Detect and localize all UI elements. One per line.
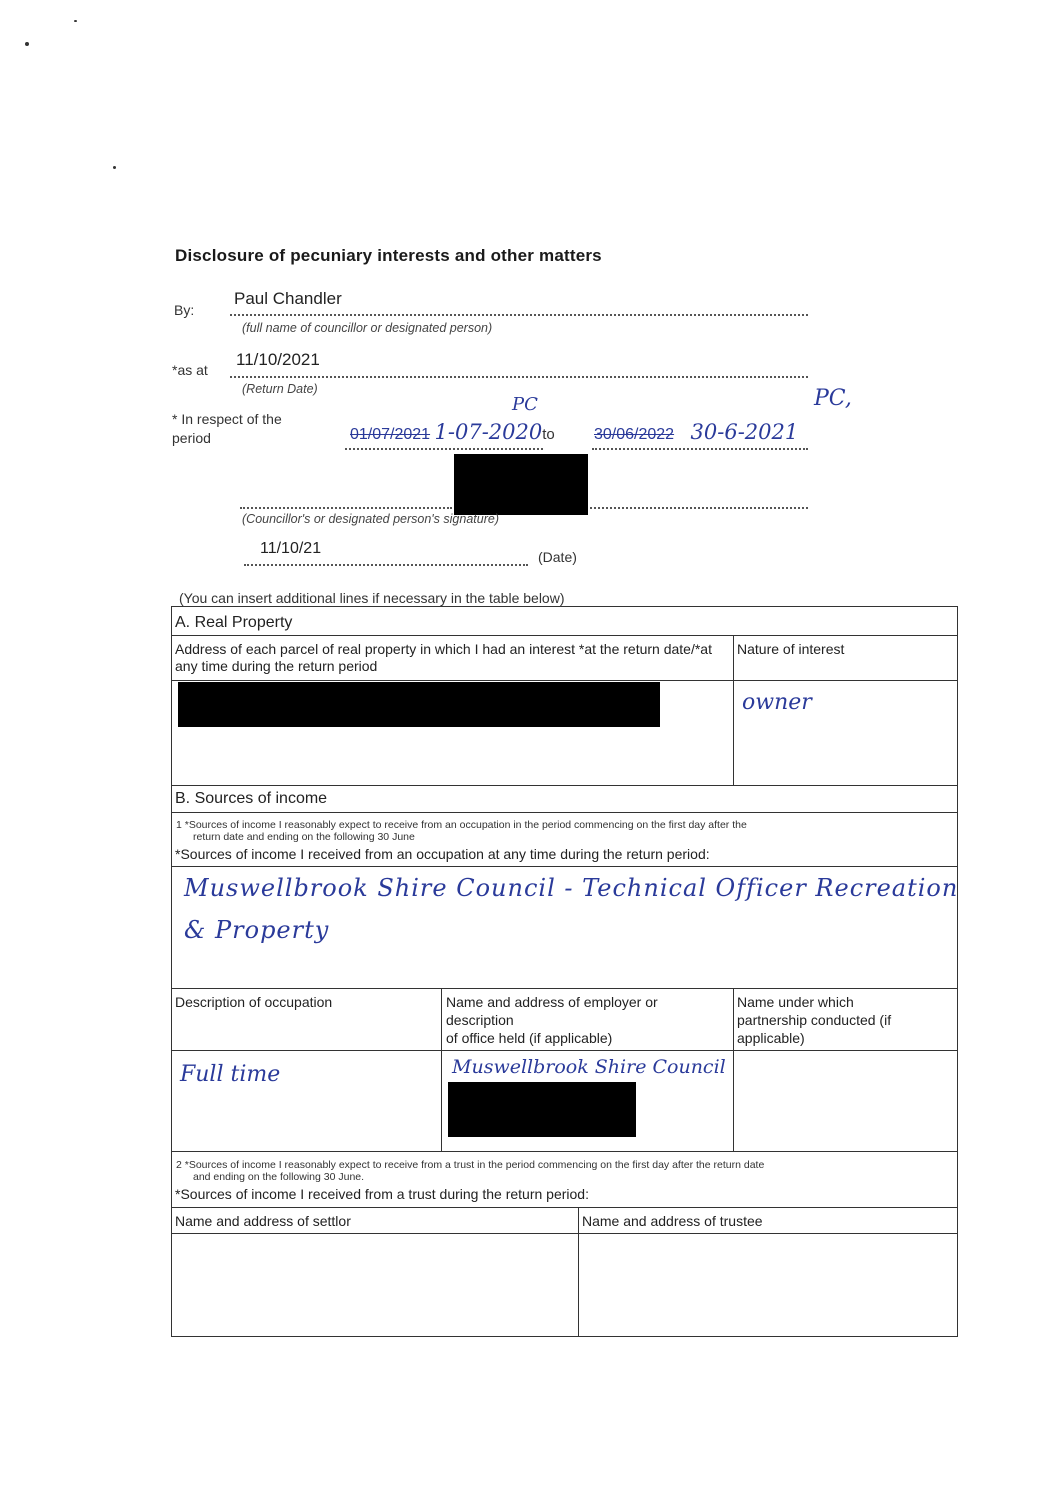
col-settlor-header: Name and address of settlor — [175, 1213, 351, 1229]
table-rule — [171, 635, 958, 636]
table-rule — [171, 1233, 958, 1234]
address-redaction — [178, 682, 660, 727]
as-at-label: *as at — [172, 362, 208, 378]
return-date-value: 11/10/2021 — [236, 350, 320, 369]
period-to-dotted-line — [592, 448, 808, 450]
name-caption: (full name of councillor or designated person) — [242, 321, 493, 335]
table-note: (You can insert additional lines if necessary in the table below) — [179, 590, 565, 606]
signature-dotted-line-right — [590, 507, 808, 509]
period-from-dotted-line — [345, 448, 543, 450]
note1-line2: return date and ending on the following 30 June — [193, 831, 415, 843]
table-rule — [171, 1050, 958, 1051]
table-rule — [171, 866, 958, 867]
signature-date-dotted-line — [244, 564, 528, 566]
note1-line1: 1 *Sources of income I reasonably expect to receive from an occupation in the period commencing on the first day after the — [176, 819, 747, 831]
table-rule — [171, 785, 958, 786]
section-b-heading: B. Sources of income — [175, 790, 328, 807]
period-to-group — [594, 420, 798, 444]
initials-to: PC, — [814, 386, 852, 411]
initials-from: PC — [512, 394, 538, 415]
period-from-struck: 01/07/2021 — [350, 426, 431, 443]
nature-of-interest-value: owner — [742, 690, 812, 715]
income-source-hand-line1: Muswellbrook Shire Council - Technical Officer Recreation — [184, 874, 959, 902]
period-to-hand: 30-6-2021 — [690, 420, 799, 444]
col-nature-header: Nature of interest — [737, 641, 845, 657]
period-to-word: to — [542, 426, 555, 443]
signature-date-value: 11/10/21 — [260, 540, 322, 557]
note1-line3: *Sources of income I received from an occupation at any time during the return period: — [175, 846, 710, 862]
col-employer-header-l3: of office held (if applicable) — [446, 1030, 613, 1046]
note2-line2: and ending on the following 30 June. — [193, 1171, 365, 1183]
table-rule — [171, 1151, 958, 1152]
councillor-name: Paul Chandler — [234, 289, 342, 308]
income-source-hand-line2: & Property — [184, 916, 330, 944]
period-label-line1: * In respect of the — [172, 411, 282, 427]
table-rule — [171, 1207, 958, 1208]
period-to-struck: 30/06/2022 — [594, 426, 675, 443]
table-rule — [578, 1207, 579, 1337]
occupation-description-value: Full time — [180, 1062, 281, 1087]
employer-address-redaction — [448, 1082, 636, 1137]
table-rule — [171, 988, 958, 989]
col-employer-header-l1: Name and address of employer or — [446, 994, 658, 1010]
col-employer-header-l2: description — [446, 1012, 514, 1028]
scan-speck — [74, 20, 77, 22]
note2-line3: *Sources of income I received from a trust during the return period: — [175, 1186, 589, 1202]
col-partnership-header-l3: applicable) — [737, 1030, 805, 1046]
period-from-hand: 1-07-2020 — [434, 420, 543, 444]
return-date-dotted-line — [230, 376, 808, 378]
note2-line1: 2 *Sources of income I reasonably expect to receive from a trust in the period commencing on the first day after the return date — [176, 1159, 765, 1171]
employer-value: Muswellbrook Shire Council — [452, 1056, 726, 1078]
scan-speck — [113, 166, 116, 169]
col-trustee-header: Name and address of trustee — [582, 1213, 763, 1229]
signature-date-label: (Date) — [538, 549, 577, 565]
by-label: By: — [174, 302, 195, 318]
signature-caption: (Councillor's or designated person's signature) — [242, 512, 499, 526]
table-rule — [171, 812, 958, 813]
signature-dotted-line-left — [240, 507, 452, 509]
signature-redaction — [454, 454, 588, 515]
col-partnership-header-l1: Name under which — [737, 994, 854, 1010]
table-rule — [733, 635, 734, 785]
return-date-caption: (Return Date) — [242, 382, 318, 396]
table-rule — [171, 680, 958, 681]
table-rule — [441, 988, 442, 1151]
document-title: Disclosure of pecuniary interests and other matters — [175, 246, 602, 265]
period-from-group — [350, 420, 555, 444]
period-label-line2: period — [172, 430, 211, 446]
col-description-header: Description of occupation — [175, 994, 333, 1010]
col-partnership-header-l2: partnership conducted (if — [737, 1012, 892, 1028]
col-address-header: Address of each parcel of real property in which I had an interest *at the return date/*at any time during the return period — [175, 641, 712, 674]
name-dotted-line — [230, 314, 808, 316]
scan-speck — [25, 42, 29, 46]
section-a-heading: A. Real Property — [175, 614, 293, 631]
table-rule — [733, 988, 734, 1151]
